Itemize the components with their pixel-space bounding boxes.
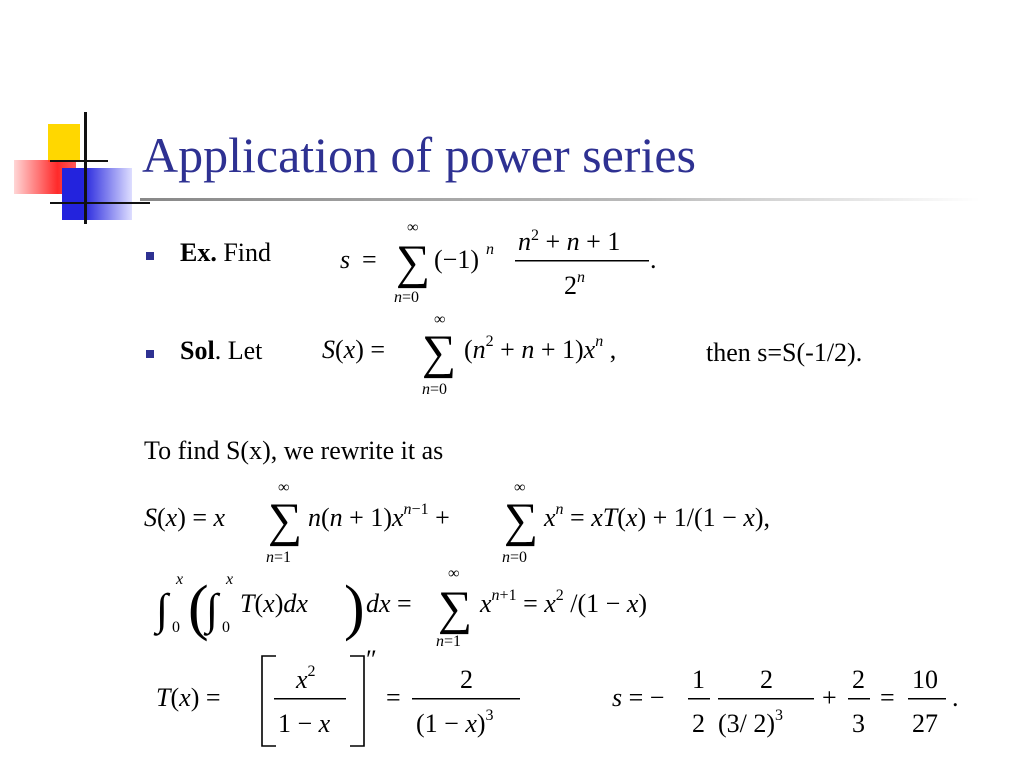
svg-text:(: ( bbox=[188, 574, 209, 642]
svg-text:1 − x: 1 − x bbox=[278, 709, 331, 738]
bullet-marker-2 bbox=[146, 350, 154, 358]
svg-text:=: = bbox=[386, 683, 401, 712]
equation-6 bbox=[606, 648, 976, 754]
svg-text:x: x bbox=[226, 571, 234, 588]
svg-text:(1 − x)3: $(1 - x)^3$ bbox=[416, 707, 494, 738]
svg-text:(3/ 2)3: (3/ 2)$^3$ bbox=[718, 707, 784, 738]
svg-text:0: 0 bbox=[172, 619, 180, 636]
svg-text:∞: ∞ bbox=[434, 311, 446, 328]
ex-line bbox=[180, 238, 271, 268]
svg-text:∑: ∑ bbox=[504, 494, 539, 547]
svg-text:10: 10 bbox=[912, 665, 938, 694]
svg-text:+: + bbox=[822, 683, 837, 712]
ex-label: Ex. bbox=[180, 238, 217, 267]
logo-blue-square bbox=[62, 168, 132, 220]
svg-text:xn+1 = x2 /(1 − x): $x^{n+1} = x^2$ /(1 − x) bbox=[480, 587, 648, 618]
equation-3 bbox=[140, 474, 880, 570]
logo-horizontal-line bbox=[50, 160, 108, 162]
svg-text:∞: ∞ bbox=[407, 219, 419, 236]
svg-text:xn = xT(x) + 1/(1 − x),: $x^n = xT(x) + 1/(1 - x)$, bbox=[544, 501, 771, 532]
svg-text:n=0: n=0 bbox=[394, 289, 420, 306]
svg-text:n=0: n=0 bbox=[502, 549, 528, 566]
title-underline bbox=[140, 198, 980, 201]
svg-text:2: 2 bbox=[692, 709, 705, 738]
svg-text:∞: ∞ bbox=[448, 565, 460, 582]
svg-text:∑: ∑ bbox=[268, 494, 303, 547]
logo-horizontal-line-lower bbox=[50, 202, 150, 204]
svg-text:n: n bbox=[486, 241, 494, 258]
svg-text:2n: 2$^n$ bbox=[564, 269, 585, 300]
svg-text:2: 2 bbox=[852, 665, 865, 694]
svg-text:∑: ∑ bbox=[438, 582, 473, 635]
svg-text:n=1: n=1 bbox=[266, 549, 292, 566]
svg-text:1: 1 bbox=[692, 665, 705, 694]
svg-text:=: = bbox=[880, 683, 895, 712]
sol-label: Sol bbox=[180, 336, 215, 365]
logo-vertical-line bbox=[84, 112, 87, 224]
svg-text:∑: ∑ bbox=[396, 236, 431, 289]
bullet-marker bbox=[146, 252, 154, 260]
svg-text:S(x) =: S(x) = bbox=[322, 335, 386, 364]
svg-text:0: 0 bbox=[222, 619, 230, 636]
rewrite-text: To find S(x), we rewrite it as bbox=[144, 436, 444, 465]
svg-text:∫: ∫ bbox=[206, 585, 219, 634]
sol-line bbox=[180, 336, 262, 366]
svg-text:n(n + 1)xn−1 +: $n(n + 1)x^{n-1}$ + bbox=[308, 501, 450, 532]
equation-2 bbox=[318, 306, 678, 402]
svg-text:2: 2 bbox=[760, 665, 773, 694]
svg-text:∞: ∞ bbox=[514, 479, 526, 496]
equation-5 bbox=[150, 648, 540, 754]
svg-text:.: . bbox=[952, 683, 959, 712]
slide-title: Application of power series bbox=[142, 127, 697, 183]
svg-text:dx =: dx = bbox=[366, 589, 412, 618]
svg-text:″: ″ bbox=[366, 648, 377, 674]
svg-text:): ) bbox=[344, 574, 365, 642]
svg-text:(n2 + n + 1)xn ,: $(n^2 + n + 1)x^n$ , bbox=[464, 333, 617, 364]
equation-4 bbox=[150, 562, 730, 658]
svg-text:∫: ∫ bbox=[156, 585, 169, 634]
svg-text:n=0: n=0 bbox=[422, 381, 448, 398]
svg-text:x: x bbox=[176, 571, 184, 588]
svg-text:s: s bbox=[340, 245, 351, 274]
svg-text:n=1: n=1 bbox=[436, 633, 462, 650]
sol-text: . Let bbox=[214, 336, 263, 365]
then-text: then s=S(-1/2). bbox=[706, 338, 863, 367]
svg-text:s = −: s = − bbox=[612, 683, 665, 712]
equation-1 bbox=[330, 210, 690, 310]
svg-text:T(x) =: T(x) = bbox=[156, 683, 221, 712]
svg-text:(−1): (−1) bbox=[434, 245, 479, 274]
svg-text:S(x) = x: S(x) = x bbox=[144, 503, 226, 532]
svg-text:2: 2 bbox=[460, 665, 473, 694]
svg-text:3: 3 bbox=[852, 709, 865, 738]
svg-text:.: . bbox=[650, 245, 657, 274]
logo-yellow-square bbox=[48, 124, 80, 162]
svg-text:n2 + n + 1: $n^2 + n + 1$ bbox=[518, 227, 621, 256]
svg-text:T(x)dx: T(x)dx bbox=[240, 589, 308, 618]
ex-text: Find bbox=[216, 238, 272, 267]
svg-text:27: 27 bbox=[912, 709, 938, 738]
svg-text:∞: ∞ bbox=[278, 479, 290, 496]
svg-text:=: = bbox=[362, 245, 377, 274]
svg-text:∑: ∑ bbox=[422, 326, 457, 379]
svg-text:x2: $x^2$ bbox=[296, 663, 316, 694]
